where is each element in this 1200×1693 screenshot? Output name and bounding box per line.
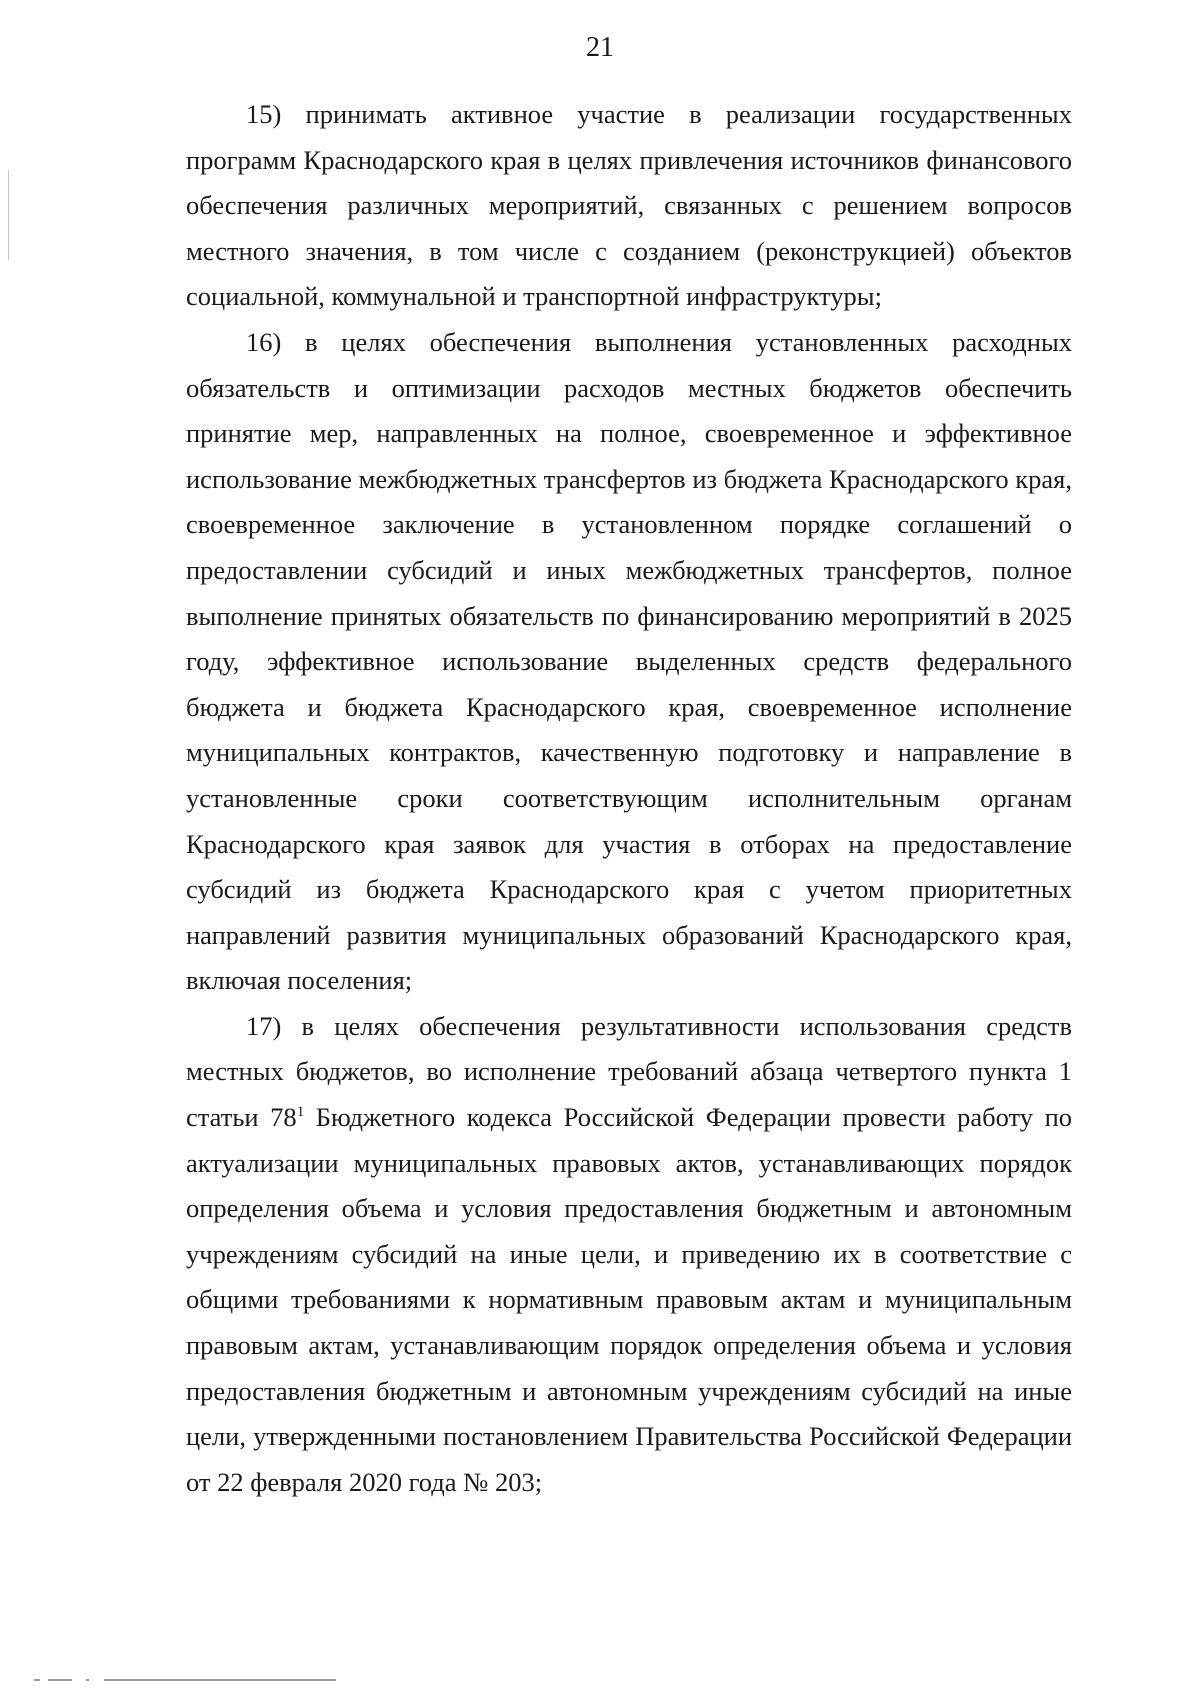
article-superscript: 1	[296, 1104, 305, 1121]
paragraph-item-16: 16) в целях обеспечения выполнения установленных расходных обязательств и оптимизации расходов местных бюджетов обеспечить принятие мер, направленных на полное, своевременное и эффективное использование межбюджетных трансфертов из бюджета Краснодарского края, своевременное заключение в установленном порядке соглашений о предоставлении субсидий и иных межбюджетных трансфертов, полное выполнение принятых обязательств по финансированию мероприятий в 2025 году, эффективное использование выделенных средств федерального бюджета и бюджета Краснодарского края, своевременное исполнение муниципальных контрактов, качественную подготовку и направление в установленные сроки соответствующим исполнительным органам Краснодарского края заявок для участия в отборах на предоставление субсидий из бюджета Краснодарского края с учетом приоритетных направлений развития муниципальных образований Краснодарского края, включая поселения;	[186, 326, 1072, 996]
scan-speck	[8, 170, 9, 260]
scan-mark	[86, 1679, 89, 1681]
page-number: 21	[586, 32, 614, 63]
paragraph-item-17-continuation: Бюджетного кодекса Российской Федерации провести работу по актуализации муниципальных правовых актов, устанавливающих порядок определения объема и условия предоставления бюджетным и автономным учреждениям субсидий на иные цели, и приведению их в соответствие с общими требованиями к нормативным правовым актам и муниципальным правовым актам, устанавливающим порядок определения объема и условия предоставления бюджетным и автономным учреждениям субсидий на иные цели, утвержденными постановлением Правительства Российской Федерации от 22 февраля 2020 года № 203;	[186, 1102, 1072, 1497]
paragraph-item-15: 15) принимать активное участие в реализации государственных программ Краснодарского края в целях привлечения источников финансового обеспечения различных мероприятий, связанных с решением вопросов местного значения, в том числе с созданием (реконструкцией) объектов социальной, коммунальной и транспортной инфраструктуры;	[186, 99, 1072, 312]
scan-mark	[48, 1679, 72, 1681]
paragraph-item-17	[186, 1004, 1072, 1506]
document-body	[186, 92, 1072, 1505]
paragraph-item-17-text: 17) в целях обеспечения результативности использования средств местных бюджетов, во исполнение требований абзаца четвертого пункта 1 статьи 78	[186, 1010, 1072, 1133]
scan-mark	[104, 1679, 336, 1681]
scan-edge-marks	[0, 1676, 1200, 1684]
scan-mark	[34, 1679, 40, 1681]
